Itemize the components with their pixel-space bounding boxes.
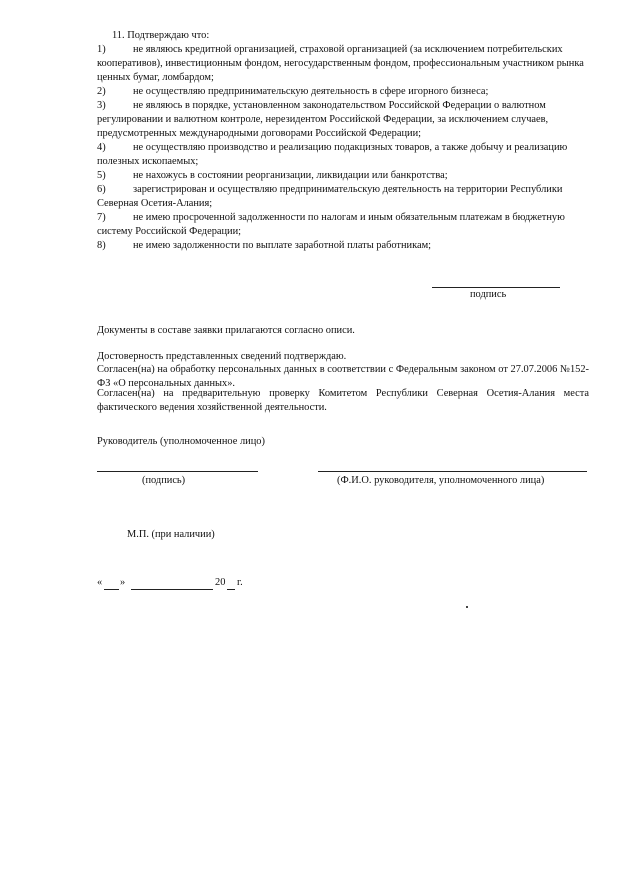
confirm-line: Достоверность представленных сведений подтверждаю. (97, 351, 347, 362)
section-heading: 11. Подтверждаю что: (112, 30, 210, 41)
item-text: не имею просроченной задолженности по налогам и иным обязательным платежам в бюджетную систему Российской Федерации; (97, 212, 565, 237)
item-text: не являюсь в порядке, установленном законодательством Российской Федерации о валютном регулировании и валютном контроле, нерезидентом Российской Федерации, за исключением случаев, предусмотренных международными договорами Российской Федерации; (97, 100, 549, 139)
manager-label: Руководитель (уполномоченное лицо) (97, 436, 265, 447)
item-text: не осуществляю производство и реализацию подакцизных товаров, а также добычу и реализацию полезных ископаемых; (97, 142, 568, 167)
stamp-label: М.П. (при наличии) (127, 529, 215, 540)
list-item (97, 169, 587, 183)
consent-personal-data: Согласен(на) на обработку персональных данных в соответствии с Федеральным законом от 27.07.2006 №152-ФЗ «О персональных данных». (97, 364, 589, 389)
item-number: 1) (97, 44, 106, 55)
manager-name-line (318, 471, 587, 472)
documents-note: Документы в составе заявки прилагаются согласно описи. (97, 325, 355, 336)
date-year-prefix: 20 (215, 577, 226, 588)
item-number: 3) (97, 100, 106, 111)
item-text: не осуществляю предпринимательскую деятельность в сфере игорного бизнеса; (133, 86, 489, 97)
list-item (97, 99, 587, 141)
date-day-line (104, 589, 119, 590)
list-item (97, 141, 587, 169)
list-item (97, 211, 587, 239)
item-number: 6) (97, 184, 106, 195)
item-number: 2) (97, 86, 106, 97)
manager-signature-line (97, 471, 258, 472)
item-text: не являюсь кредитной организацией, страховой организацией (за исключением потребительских кооперативов), инвестиционным фондом, негосударственным фондом, профессиональным участником рынка ценных бумаг, ломбардом; (97, 44, 584, 83)
list-item (97, 183, 587, 211)
list-item (97, 43, 587, 85)
date-year-line (227, 589, 235, 590)
date-close-quote: » (120, 577, 126, 588)
manager-signature-caption: (подпись) (142, 475, 186, 486)
date-suffix: г. (237, 577, 243, 588)
list-item (97, 85, 587, 99)
consent-verification: Согласен(на) на предварительную проверку Комитетом Республики Северная Осетия-Алания места фактического ведения хозяйственной деятельности. (97, 388, 589, 413)
signature-caption: подпись (470, 289, 507, 300)
item-number: 7) (97, 212, 106, 223)
item-text: зарегистрирован и осуществляю предпринимательскую деятельность на территории Республики Северная Осетия-Алания; (97, 184, 563, 209)
date-month-line (131, 589, 213, 590)
item-text: не имею задолженности по выплате заработной платы работникам; (133, 240, 432, 251)
item-text: не нахожусь в состоянии реорганизации, ликвидации или банкротства; (133, 170, 448, 181)
scan-speck (466, 606, 468, 608)
date-open-quote: « (97, 577, 103, 588)
item-number: 8) (97, 240, 106, 251)
item-number: 5) (97, 170, 106, 181)
list-item (97, 239, 587, 253)
item-number: 4) (97, 142, 106, 153)
manager-name-caption: (Ф.И.О. руководителя, уполномоченного лица) (337, 475, 545, 486)
